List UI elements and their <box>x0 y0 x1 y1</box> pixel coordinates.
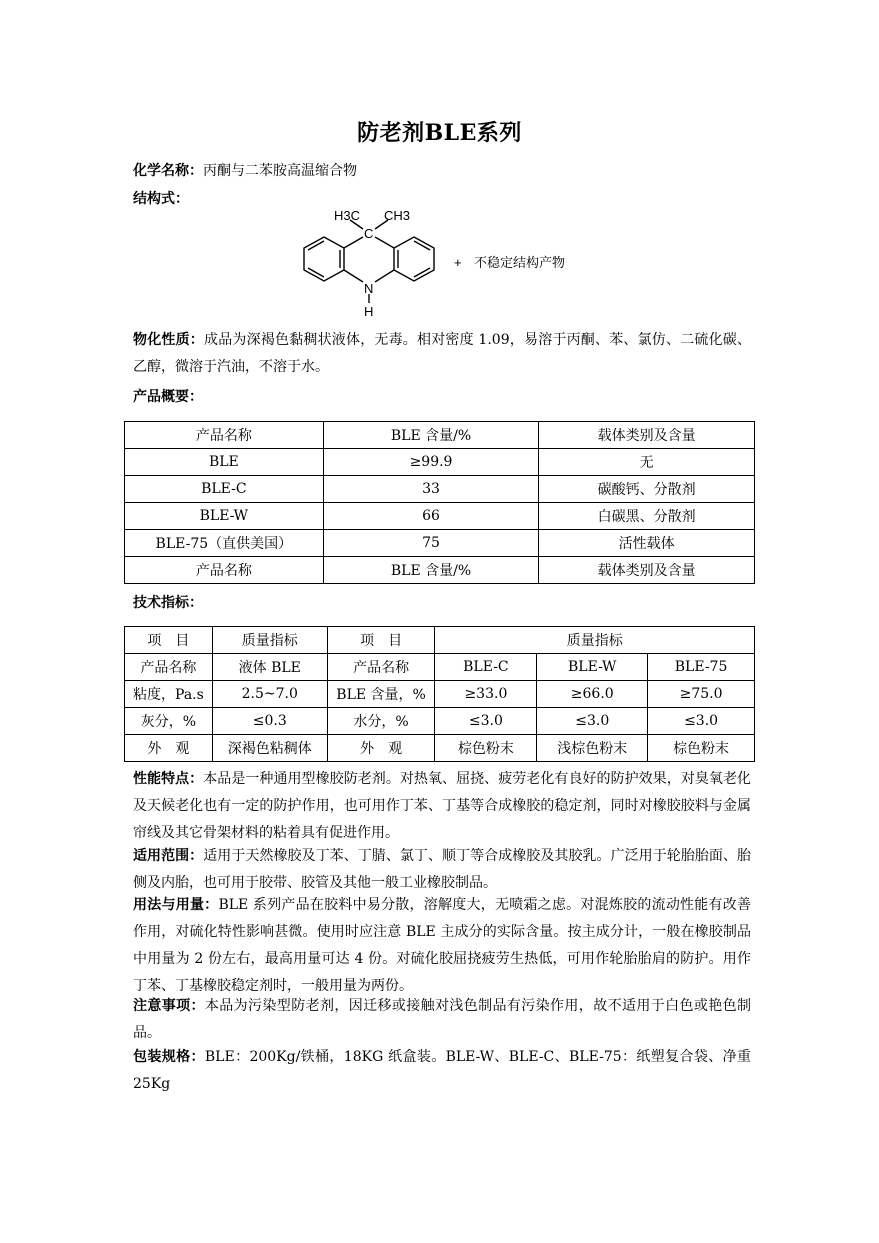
table-cell: 66 <box>323 503 539 530</box>
table-row <box>125 681 755 708</box>
table-cell: ≥75.0 <box>648 681 755 708</box>
table-cell: ≤3.0 <box>648 708 755 735</box>
table-row <box>125 708 755 735</box>
product-overview-table <box>124 421 755 584</box>
chem-name-value: 丙酮与二苯胺高温缩合物 <box>203 163 357 179</box>
plus-sign: + <box>454 255 462 270</box>
notes-label: 注意事项： <box>133 998 205 1014</box>
structure-label: 结构式： <box>133 191 189 207</box>
table-cell: 碳酸钙、分散剂 <box>539 476 755 503</box>
table-header-cell: 质量指标 <box>212 627 327 654</box>
table-header-row <box>125 627 755 654</box>
table-cell: 载体类别及含量 <box>539 557 755 584</box>
notes-text: 本品为污染型防老剂，因迁移或接触对浅色制品有污染作用，故不适用于白色或艳色制品。 <box>133 998 751 1041</box>
chem-name-label: 化学名称： <box>133 163 203 179</box>
table-cell: 棕色粉末 <box>435 735 537 762</box>
overview-label-line <box>133 384 753 410</box>
table-cell: BLE 含量，% <box>327 681 435 708</box>
table-cell: ≤3.0 <box>537 708 648 735</box>
tech-label-line <box>133 590 753 616</box>
table-cell: 浅棕色粉末 <box>537 735 648 762</box>
table-cell: BLE-75 <box>648 654 755 681</box>
table-cell: ≥33.0 <box>435 681 537 708</box>
table-cell: ≥66.0 <box>537 681 648 708</box>
scope-text: 适用于天然橡胶及丁苯、丁腈、氯丁、顺丁等合成橡胶及其胶乳。广泛用于轮胎胎面、胎侧及内胎，也可用于胶带、胶管及其他一般工业橡胶制品。 <box>133 848 751 891</box>
table-cell: 2.5~7.0 <box>212 681 327 708</box>
features-label: 性能特点： <box>133 771 204 787</box>
table-cell: 产品名称 <box>125 557 324 584</box>
packing-text: BLE：200Kg/铁桶，18KG 纸盒装。BLE-W、BLE-C、BLE-75：纸塑复合袋、净重 25Kg <box>133 1049 752 1092</box>
properties-text: 成品为深褐色黏稠状液体，无毒。相对密度 1.09，易溶于丙酮、苯、氯仿、二硫化碳、乙醇，微溶于汽油，不溶于水。 <box>133 332 751 375</box>
notes-paragraph <box>133 993 751 1047</box>
properties-paragraph <box>133 327 751 381</box>
left-benzene-ring <box>304 237 344 281</box>
table-cell: BLE-75（直供美国） <box>125 530 324 557</box>
overview-label: 产品概要： <box>133 389 203 405</box>
features-paragraph <box>133 766 751 847</box>
table-cell: 产品名称 <box>327 654 435 681</box>
table-cell: BLE-W <box>537 654 648 681</box>
table-cell: ≥99.9 <box>323 449 539 476</box>
table-cell: 棕色粉末 <box>648 735 755 762</box>
table-header-cell: BLE 含量/% <box>323 422 539 449</box>
table-header-cell: 载体类别及含量 <box>539 422 755 449</box>
table-row <box>125 503 755 530</box>
usage-label: 用法与用量： <box>133 897 219 913</box>
table-cell: 无 <box>539 449 755 476</box>
structure-note: 不稳定结构产物 <box>474 256 566 271</box>
table-cell: 外 观 <box>327 735 435 762</box>
table-header-cell: 质量指标 <box>435 627 755 654</box>
table-row <box>125 735 755 762</box>
table-header-cell: 产品名称 <box>125 422 324 449</box>
methyl-left-label: H3C <box>334 208 361 223</box>
usage-text: BLE 系列产品在胶料中易分散，溶解度大，无喷霜之虑。对混炼胶的流动性能有改善作用，对硫化特性影响甚微。使用时应注意 BLE 主成分的实际含量。按主成分计，一般在橡胶制品中用量为 2 份左右，最高用量可达 4 份。对硫化胶屈挠疲劳生热低，可用作轮胎胎肩的防护。用作丁苯、丁基橡胶稳定剂时，一般用量为两份。 <box>133 897 752 994</box>
right-benzene-ring <box>394 237 434 281</box>
structure-formula <box>296 206 596 322</box>
document-title: 防老剂BLE系列 <box>357 120 522 146</box>
table-row <box>125 476 755 503</box>
table-row <box>125 654 755 681</box>
table-cell: 75 <box>323 530 539 557</box>
carbon-label: C <box>364 226 374 241</box>
table-cell: 外 观 <box>125 735 213 762</box>
hydrogen-label: H <box>364 304 374 319</box>
packing-paragraph <box>133 1044 751 1098</box>
table-cell: 白碳黑、分散剂 <box>539 503 755 530</box>
packing-label: 包装规格： <box>133 1049 205 1065</box>
table-cell: 灰分，% <box>125 708 213 735</box>
table-cell: ≤3.0 <box>435 708 537 735</box>
table-cell: 深褐色粘稠体 <box>212 735 327 762</box>
usage-paragraph <box>133 892 751 1000</box>
table-cell: ≤0.3 <box>212 708 327 735</box>
table-header-row <box>125 422 755 449</box>
table-cell: BLE-C <box>125 476 324 503</box>
features-text: 本品是一种通用型橡胶防老剂。对热氧、屈挠、疲劳老化有良好的防护效果，对臭氧老化及天候老化也有一定的防护作用，也可用作丁苯、丁基等合成橡胶的稳定剂，同时对橡胶胶料与金属帘线及其它骨架材料的粘着具有促进作用。 <box>133 771 751 841</box>
table-row <box>125 557 755 584</box>
table-cell: 活性载体 <box>539 530 755 557</box>
table-cell: BLE-C <box>435 654 537 681</box>
technical-index-table <box>124 626 755 762</box>
table-cell: BLE 含量/% <box>323 557 539 584</box>
chem-name-line <box>133 158 753 184</box>
table-cell: BLE <box>125 449 324 476</box>
scope-label: 适用范围： <box>133 848 204 864</box>
table-cell: 产品名称 <box>125 654 213 681</box>
tech-label: 技术指标： <box>133 595 203 611</box>
table-cell: 液体 BLE <box>212 654 327 681</box>
scope-paragraph <box>133 843 751 897</box>
nitrogen-label: N <box>364 281 374 296</box>
properties-label: 物化性质： <box>133 332 204 348</box>
table-header-cell: 项 目 <box>327 627 435 654</box>
table-row <box>125 449 755 476</box>
table-row <box>125 530 755 557</box>
table-cell: 粘度，Pa.s <box>125 681 213 708</box>
methyl-right-label: CH3 <box>384 208 411 223</box>
table-header-cell: 项 目 <box>125 627 213 654</box>
table-cell: 33 <box>323 476 539 503</box>
table-cell: BLE-W <box>125 503 324 530</box>
table-cell: 水分，% <box>327 708 435 735</box>
